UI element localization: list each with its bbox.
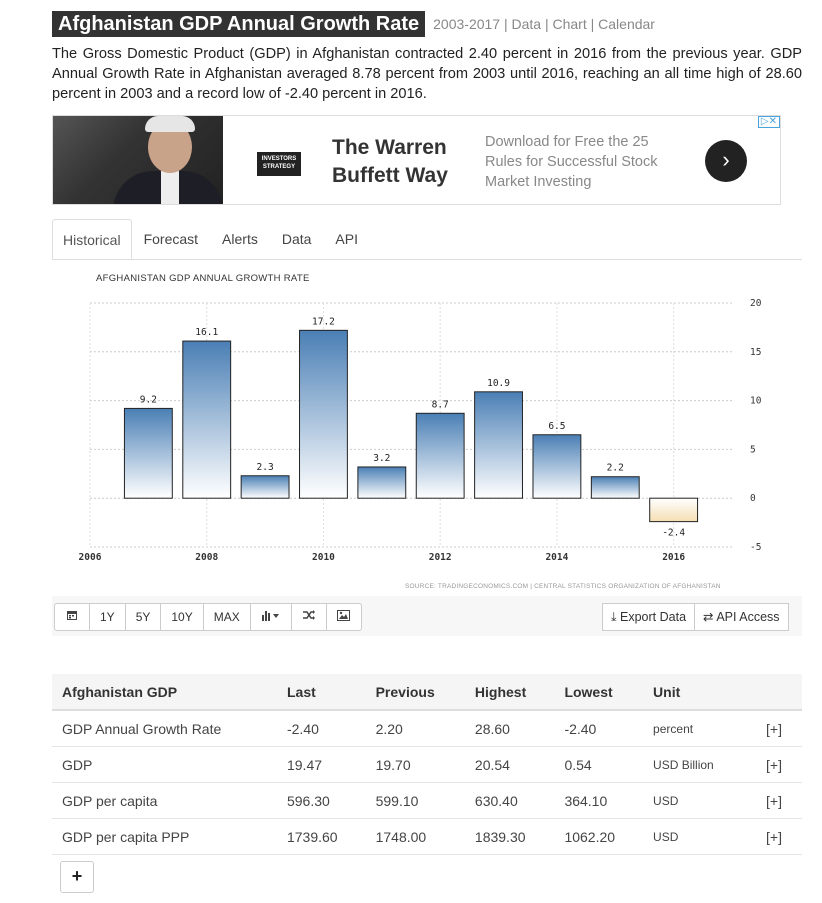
tab-data[interactable]: Data — [281, 231, 312, 247]
ad-headline[interactable]: The Warren Buffett Way — [332, 136, 448, 187]
bar — [300, 330, 348, 498]
tab-api[interactable]: API — [335, 231, 358, 247]
shuffle-icon[interactable] — [292, 603, 327, 631]
download-icon: ⤓ — [611, 610, 617, 624]
y-tick-label: -5 — [750, 542, 762, 553]
table-cell: USD — [643, 783, 744, 819]
title-row — [52, 10, 655, 38]
range-max-button[interactable]: MAX — [204, 603, 251, 631]
ad-photo — [53, 116, 223, 204]
bar-value-label: 2.3 — [256, 461, 274, 473]
y-tick-label: 15 — [750, 346, 762, 358]
table-header: Lowest — [554, 674, 643, 710]
table-cell: 19.70 — [366, 747, 465, 783]
table-cell: 599.10 — [366, 783, 465, 819]
x-tick-label: 2014 — [545, 552, 569, 563]
chart-title: AFGHANISTAN GDP ANNUAL GROWTH RATE — [96, 273, 310, 284]
range-5y-button[interactable]: 5Y — [126, 603, 162, 631]
bar-value-label: -2.4 — [662, 527, 686, 539]
bar — [591, 477, 639, 498]
advertisement-banner[interactable] — [52, 115, 781, 205]
table-cell: -2.40 — [277, 710, 366, 747]
ad-logo: INVESTORS STRATEGY — [257, 152, 301, 176]
tab-historical[interactable]: Historical — [52, 219, 132, 259]
image-icon[interactable] — [327, 603, 362, 631]
table-header — [744, 674, 802, 710]
table-header: Highest — [465, 674, 555, 710]
bar-value-label: 16.1 — [195, 327, 219, 339]
bar — [416, 413, 464, 498]
table-cell: USD — [643, 819, 744, 855]
y-tick-label: 5 — [750, 444, 756, 456]
x-tick-label: 2008 — [195, 552, 219, 563]
table-cell: -2.40 — [554, 710, 643, 747]
table-row[interactable] — [52, 819, 802, 855]
chart-toolbar — [54, 603, 362, 631]
table-header: Previous — [366, 674, 465, 710]
table-cell: percent — [643, 710, 744, 747]
table-cell: 1062.20 — [554, 819, 643, 855]
bar — [358, 467, 406, 498]
bar-value-label: 9.2 — [139, 394, 157, 406]
table-cell: 28.60 — [465, 710, 555, 747]
bar — [533, 435, 581, 498]
bar-value-label: 3.2 — [373, 452, 391, 464]
table-row[interactable] — [52, 783, 802, 819]
tab-alerts[interactable]: Alerts — [222, 231, 258, 247]
table-header-row — [52, 674, 802, 710]
chart-actions — [602, 603, 789, 631]
api-access-button[interactable] — [695, 603, 789, 631]
bar-value-label: 2.2 — [606, 462, 624, 474]
table-cell: 1839.30 — [465, 819, 555, 855]
table-header: Unit — [643, 674, 744, 710]
indicator-link[interactable]: GDP per capita — [52, 783, 277, 819]
bar — [475, 392, 523, 498]
table-cell: 2.20 — [366, 710, 465, 747]
bar — [124, 408, 172, 498]
range-1y-button[interactable]: 1Y — [90, 603, 126, 631]
calendar-icon[interactable] — [54, 603, 90, 631]
bar-value-label: 6.5 — [548, 420, 566, 432]
indicator-link[interactable]: GDP Annual Growth Rate — [52, 710, 277, 747]
page-subtitle-links[interactable]: 2003-2017 | Data | Chart | Calendar — [433, 16, 655, 32]
export-data-button[interactable] — [602, 603, 695, 631]
bar-value-label: 10.9 — [487, 377, 510, 389]
indicator-link[interactable]: GDP — [52, 747, 277, 783]
bar-value-label: 8.7 — [431, 399, 449, 411]
range-10y-button[interactable]: 10Y — [161, 603, 203, 631]
table-cell: 19.47 — [277, 747, 366, 783]
x-tick-label: 2006 — [78, 552, 102, 563]
swap-icon: ⇄ — [703, 610, 714, 624]
table-row[interactable] — [52, 747, 802, 783]
ad-arrow-icon[interactable]: › — [705, 140, 747, 182]
expand-link[interactable]: [+] — [744, 819, 802, 855]
table-cell: 364.10 — [554, 783, 643, 819]
table-header: Last — [277, 674, 366, 710]
expand-link[interactable]: [+] — [744, 747, 802, 783]
table-cell: 596.30 — [277, 783, 366, 819]
ad-text: Download for Free the 25 Rules for Successful Stock Market Investing — [485, 134, 658, 190]
y-tick-label: 20 — [750, 298, 762, 309]
bar — [650, 498, 698, 521]
tab-forecast[interactable]: Forecast — [143, 231, 199, 247]
add-indicator-button[interactable]: + — [60, 861, 94, 893]
table-row[interactable] — [52, 710, 802, 747]
table-cell: USD Billion — [643, 747, 744, 783]
table-cell: 630.40 — [465, 783, 555, 819]
expand-link[interactable]: [+] — [744, 710, 802, 747]
x-tick-label: 2010 — [312, 552, 335, 563]
chart-source: SOURCE: TRADINGECONOMICS.COM | CENTRAL STATISTICS ORGANIZATION OF AFGHANISTAN — [405, 583, 721, 590]
page-description: The Gross Domestic Product (GDP) in Afghanistan contracted 2.40 percent in 2016 from the previous year. GDP Annual Growth Rate in Afghanistan averaged 8.78 percent from 2003 until 2016, reaching an all time high of 28.60 percent in 2003 and a record low of -2.40 percent in 2016. — [52, 46, 802, 102]
bar-value-label: 17.2 — [312, 316, 335, 328]
expand-link[interactable]: [+] — [744, 783, 802, 819]
indicator-link[interactable]: GDP per capita PPP — [52, 819, 277, 855]
table-cell: 0.54 — [554, 747, 643, 783]
y-tick-label: 0 — [750, 493, 756, 505]
bar-chart-icon[interactable] — [251, 603, 292, 631]
chart-tabs — [52, 219, 370, 259]
table-header: Afghanistan GDP — [52, 674, 277, 710]
growth-rate-chart — [52, 260, 802, 580]
table-cell: 1748.00 — [366, 819, 465, 855]
x-tick-label: 2012 — [428, 552, 452, 563]
export-data-label: Export Data — [620, 610, 687, 624]
bar — [183, 341, 231, 498]
page-title: Afghanistan GDP Annual Growth Rate — [52, 11, 425, 37]
y-tick-label: 10 — [750, 395, 762, 407]
ad-choices-icon[interactable]: ▷✕ — [758, 116, 780, 128]
api-access-label: API Access — [716, 610, 780, 624]
gdp-table — [52, 674, 802, 855]
table-cell: 1739.60 — [277, 819, 366, 855]
bar — [241, 476, 289, 498]
x-tick-label: 2016 — [662, 552, 686, 563]
table-cell: 20.54 — [465, 747, 555, 783]
